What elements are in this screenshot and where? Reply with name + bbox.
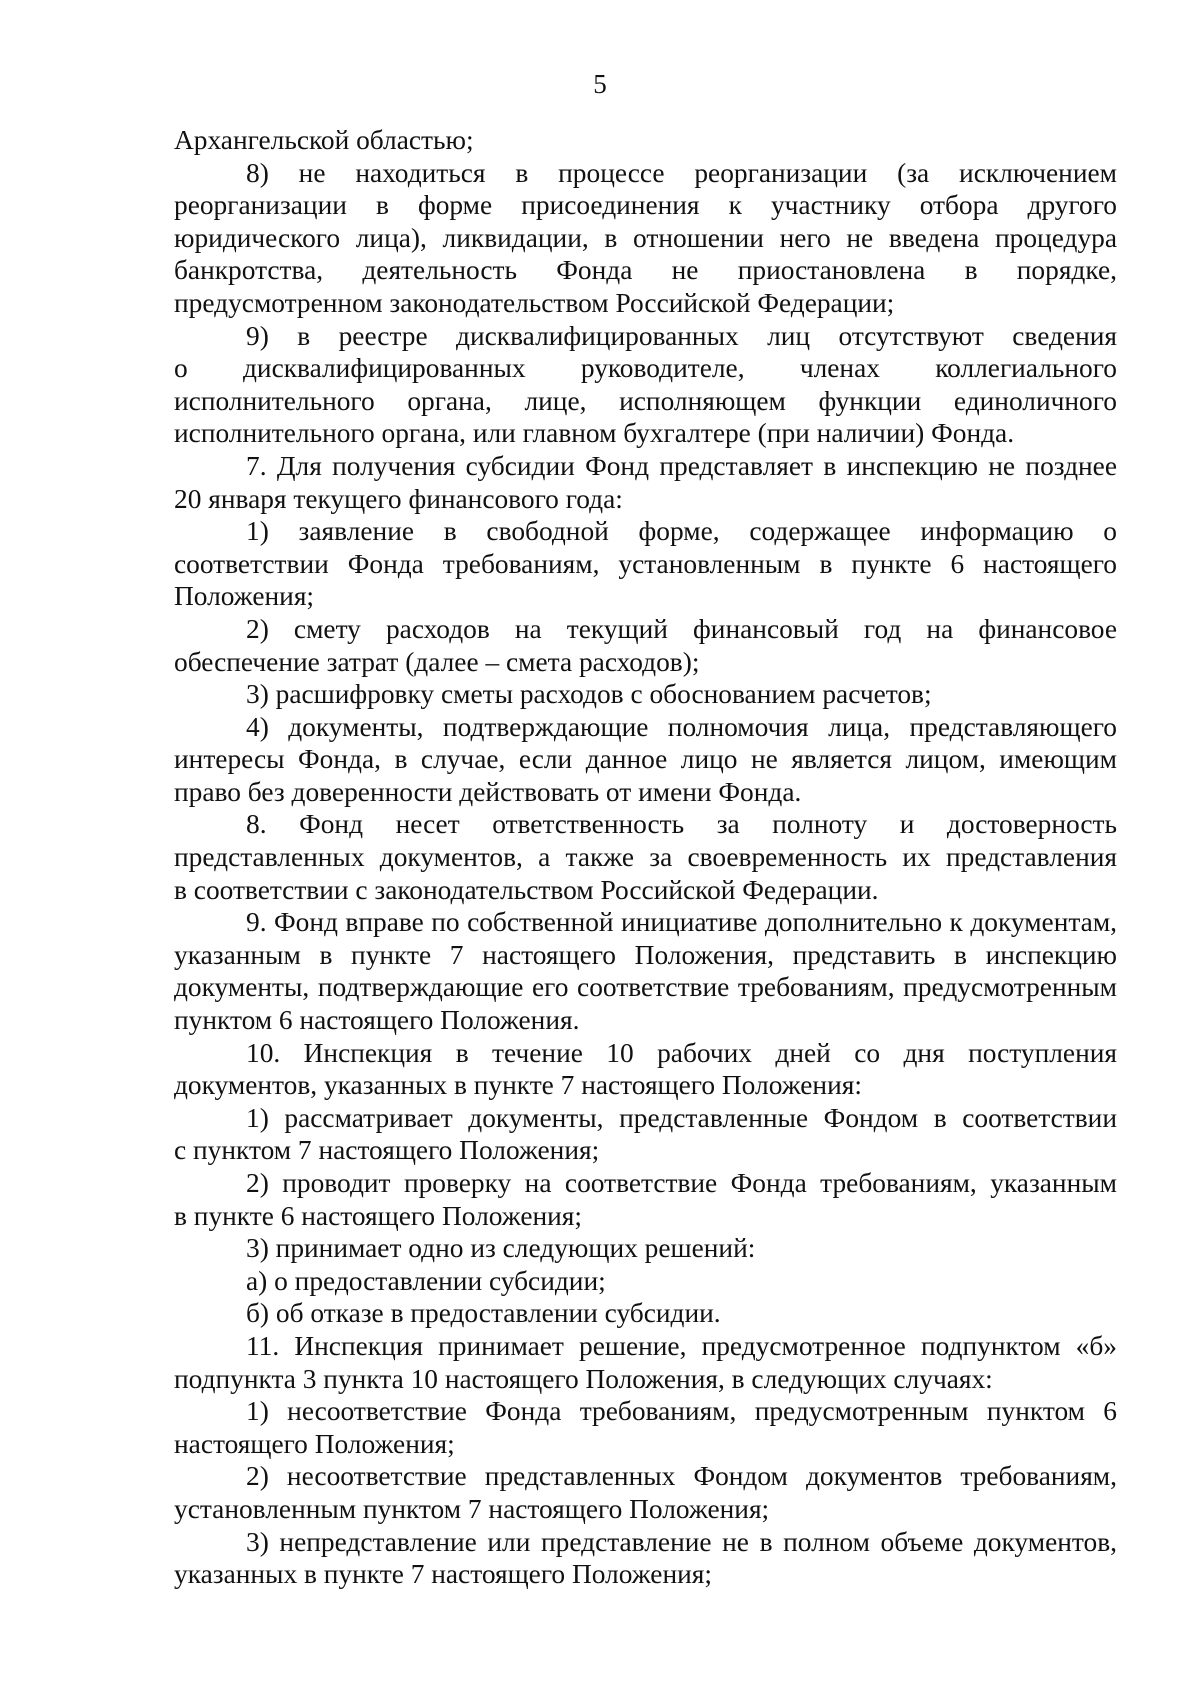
paragraph: 11. Инспекция принимает решение, предусмотренное подпунктом «б» подпункта 3 пункта 10 настоящего Положения, в следующих случаях: bbox=[174, 1330, 1117, 1394]
paragraph: Архангельской областью; bbox=[174, 125, 474, 155]
paragraph: 3) принимает одно из следующих решений: bbox=[246, 1233, 756, 1264]
paragraph: 8. Фонд несет ответственность за полноту и достоверность представленных документов, а также за своевременность их представления в соответствии с законодательством Российской Федерации. bbox=[174, 809, 1117, 905]
paragraph: 3) расшифровку сметы расходов с обоснованием расчетов; bbox=[246, 679, 932, 710]
paragraph: а) о предоставлении субсидии; bbox=[246, 1265, 606, 1296]
paragraph: 4) документы, подтверждающие полномочия лица, представляющего интересы Фонда, в случае, если данное лицо не является лицом, имеющим право без доверенности действовать от имени Фонда. bbox=[174, 711, 1117, 807]
paragraph: 1) заявление в свободной форме, содержащее информацию о соответствии Фонда требованиям, установленным в пункте 6 настоящего Положения; bbox=[174, 516, 1117, 612]
paragraph: 2) смету расходов на текущий финансовый год на финансовое обеспечение затрат (далее – смета расходов); bbox=[174, 613, 1117, 677]
paragraph: 1) рассматривает документы, представленные Фондом в соответствии с пунктом 7 настоящего Положения; bbox=[174, 1102, 1117, 1166]
paragraph: 10. Инспекция в течение 10 рабочих дней со дня поступления документов, указанных в пункте 7 настоящего Положения: bbox=[174, 1037, 1117, 1101]
paragraph: 9. Фонд вправе по собственной инициативе дополнительно к документам, указанным в пункте 7 настоящего Положения, представить в инспекцию документы, подтверждающие его соответствие требованиям, предусмотренным пунктом 6 настоящего Положения. bbox=[174, 907, 1117, 1036]
paragraph: 3) непредставление или представление не в полном объеме документов, указанных в пункте 7 настоящего Положения; bbox=[174, 1526, 1117, 1590]
document-body bbox=[174, 124, 1117, 1591]
paragraph: 1) несоответствие Фонда требованиям, предусмотренным пунктом 6 настоящего Положения; bbox=[174, 1396, 1117, 1459]
paragraph: б) об отказе в предоставлении субсидии. bbox=[246, 1298, 721, 1329]
paragraph: 9) в реестре дисквалифицированных лиц отсутствуют сведения о дисквалифицированных руководителе, членах коллегиального исполнительного органа, лице, исполняющем функции единоличного исполнительного органа, или главном бухгалтере (при наличии) Фонда. bbox=[174, 320, 1117, 449]
paragraph: 2) несоответствие представленных Фондом документов требованиям, установленным пунктом 7 настоящего Положения; bbox=[174, 1461, 1117, 1524]
paragraph: 8) не находиться в процессе реорганизации (за исключением реорганизации в форме присоединения к участнику отбора другого юридического лица), ликвидации, в отношении него не введена процедура банкротства, деятельность Фонда не приостановлена в порядке, предусмотренном законодательством Российской Федерации; bbox=[174, 157, 1117, 318]
page-number: 5 bbox=[593, 69, 607, 99]
paragraph: 2) проводит проверку на соответствие Фонда требованиям, указанным в пункте 6 настоящего Положения; bbox=[174, 1168, 1117, 1231]
paragraph: 7. Для получения субсидии Фонд представляет в инспекцию не позднее 20 января текущего финансового года: bbox=[174, 450, 1117, 514]
